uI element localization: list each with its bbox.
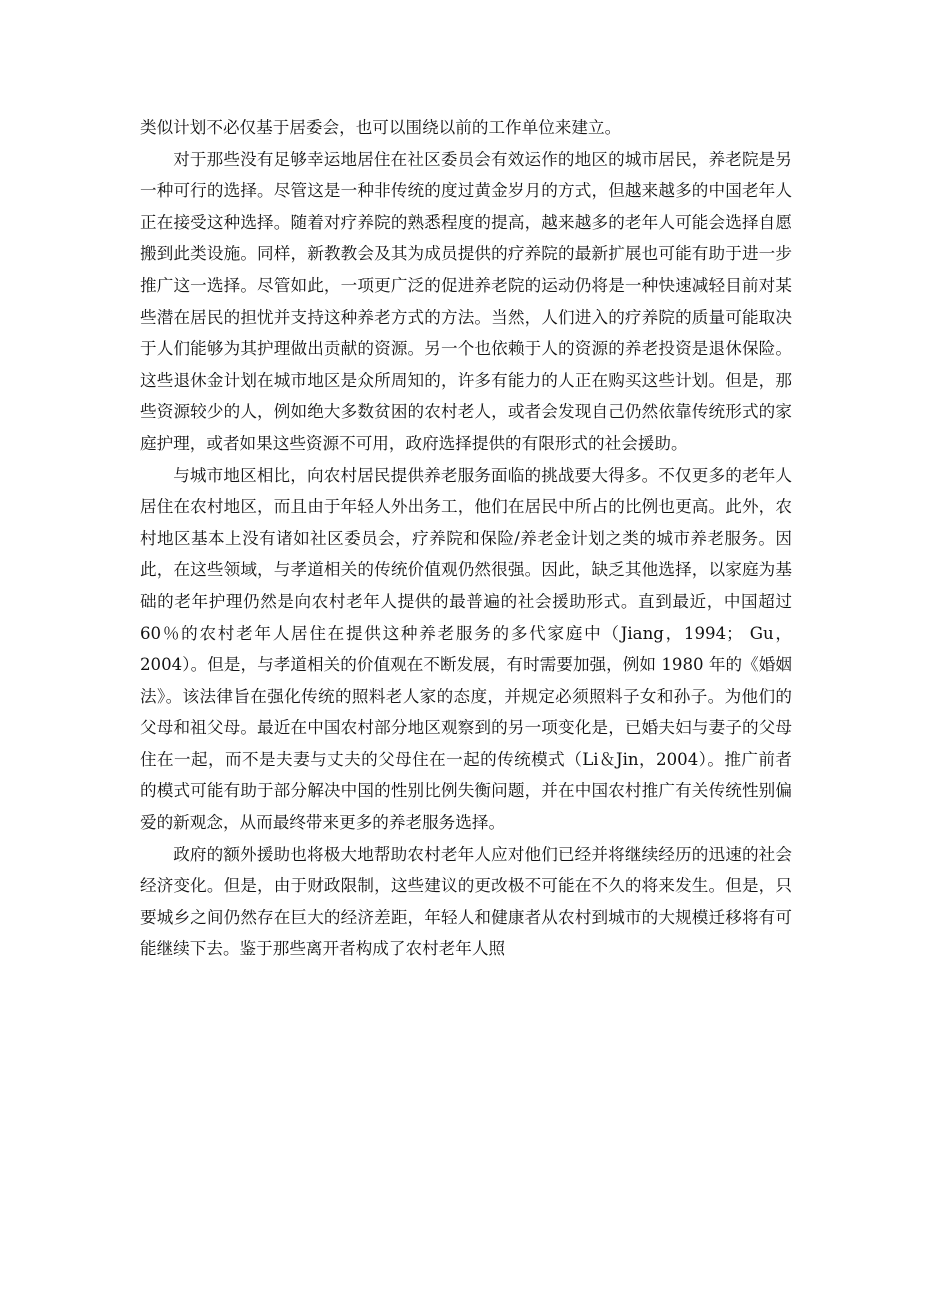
paragraph-continuation: 类似计划不必仅基于居委会，也可以围绕以前的工作单位来建立。 bbox=[140, 118, 622, 137]
paragraph-rural-elderly: 与城市地区相比，向农村居民提供养老服务面临的挑战要大得多。不仅更多的老年人居住在农村地区，而且由于年轻人外出务工，他们在居民中所占的比例也更高。此外，农村地区基本上没有诸如社区委员会，疗养院和保险/养老金计划之类的城市养老服务。因此，在这些领域，与孝道相关的传统价值观仍然很强。因此，缺乏其他选择，以家庭为基础的老年护理仍然是向农村老年人提供的最普遍的社会援助形式。直到最近，中国超过 60％的农村老年人居住在提供这种养老服务的多代家庭中（Jiang，1994； Gu，2004）。但是，与孝道相关的价值观在不断发展，有时需要加强，例如 1980 年的《婚姻法》。该法律旨在强化传统的照料老人家的态度，并规定必须照料子女和孙子。为他们的父母和祖父母。最近在中国农村部分地区观察到的另一项变化是，已婚夫妇与妻子的父母住在一起，而不是夫妻与丈夫的父母住在一起的传统模式（Li＆Jin，2004）。推广前者的模式可能有助于部分解决中国的性别比例失衡问题，并在中国农村推广有关传统性别偏爱的新观念，从而最终带来更多的养老服务选择。 bbox=[140, 465, 792, 833]
paragraph-nursing-homes: 对于那些没有足够幸运地居住在社区委员会有效运作的地区的城市居民，养老院是另一种可行的选择。尽管这是一种非传统的度过黄金岁月的方式，但越来越多的中国老年人正在接受这种选择。随着对疗养院的熟悉程度的提高，越来越多的老年人可能会选择自愿搬到此类设施。同样，新教教会及其为成员提供的疗养院的最新扩展也可能有助于进一步推广这一选择。尽管如此，一项更广泛的促进养老院的运动仍将是一种快速减轻目前对某些潜在居民的担忧并支持这种养老方式的方法。当然，人们进入的疗养院的质量可能取决于人们能够为其护理做出贡献的资源。另一个也依赖于人的资源的养老投资是退休保险。这些退休金计划在城市地区是众所周知的，许多有能力的人正在购买这些计划。但是，那些资源较少的人，例如绝大多数贫困的农村老人，或者会发现自己仍然依靠传统形式的家庭护理，或者如果这些资源不可用，政府选择提供的有限形式的社会援助。 bbox=[140, 149, 792, 453]
paragraph-government-aid: 政府的额外援助也将极大地帮助农村老年人应对他们已经并将继续经历的迅速的社会经济变化。但是，由于财政限制，这些建议的更改极不可能在不久的将来发生。但是，只要城乡之间仍然存在巨大的经济差距，年轻人和健康者从农村到城市的大规模迁移将有可能继续下去。鉴于那些离开者构成了农村老年人照 bbox=[140, 844, 792, 959]
document-body bbox=[140, 112, 792, 965]
